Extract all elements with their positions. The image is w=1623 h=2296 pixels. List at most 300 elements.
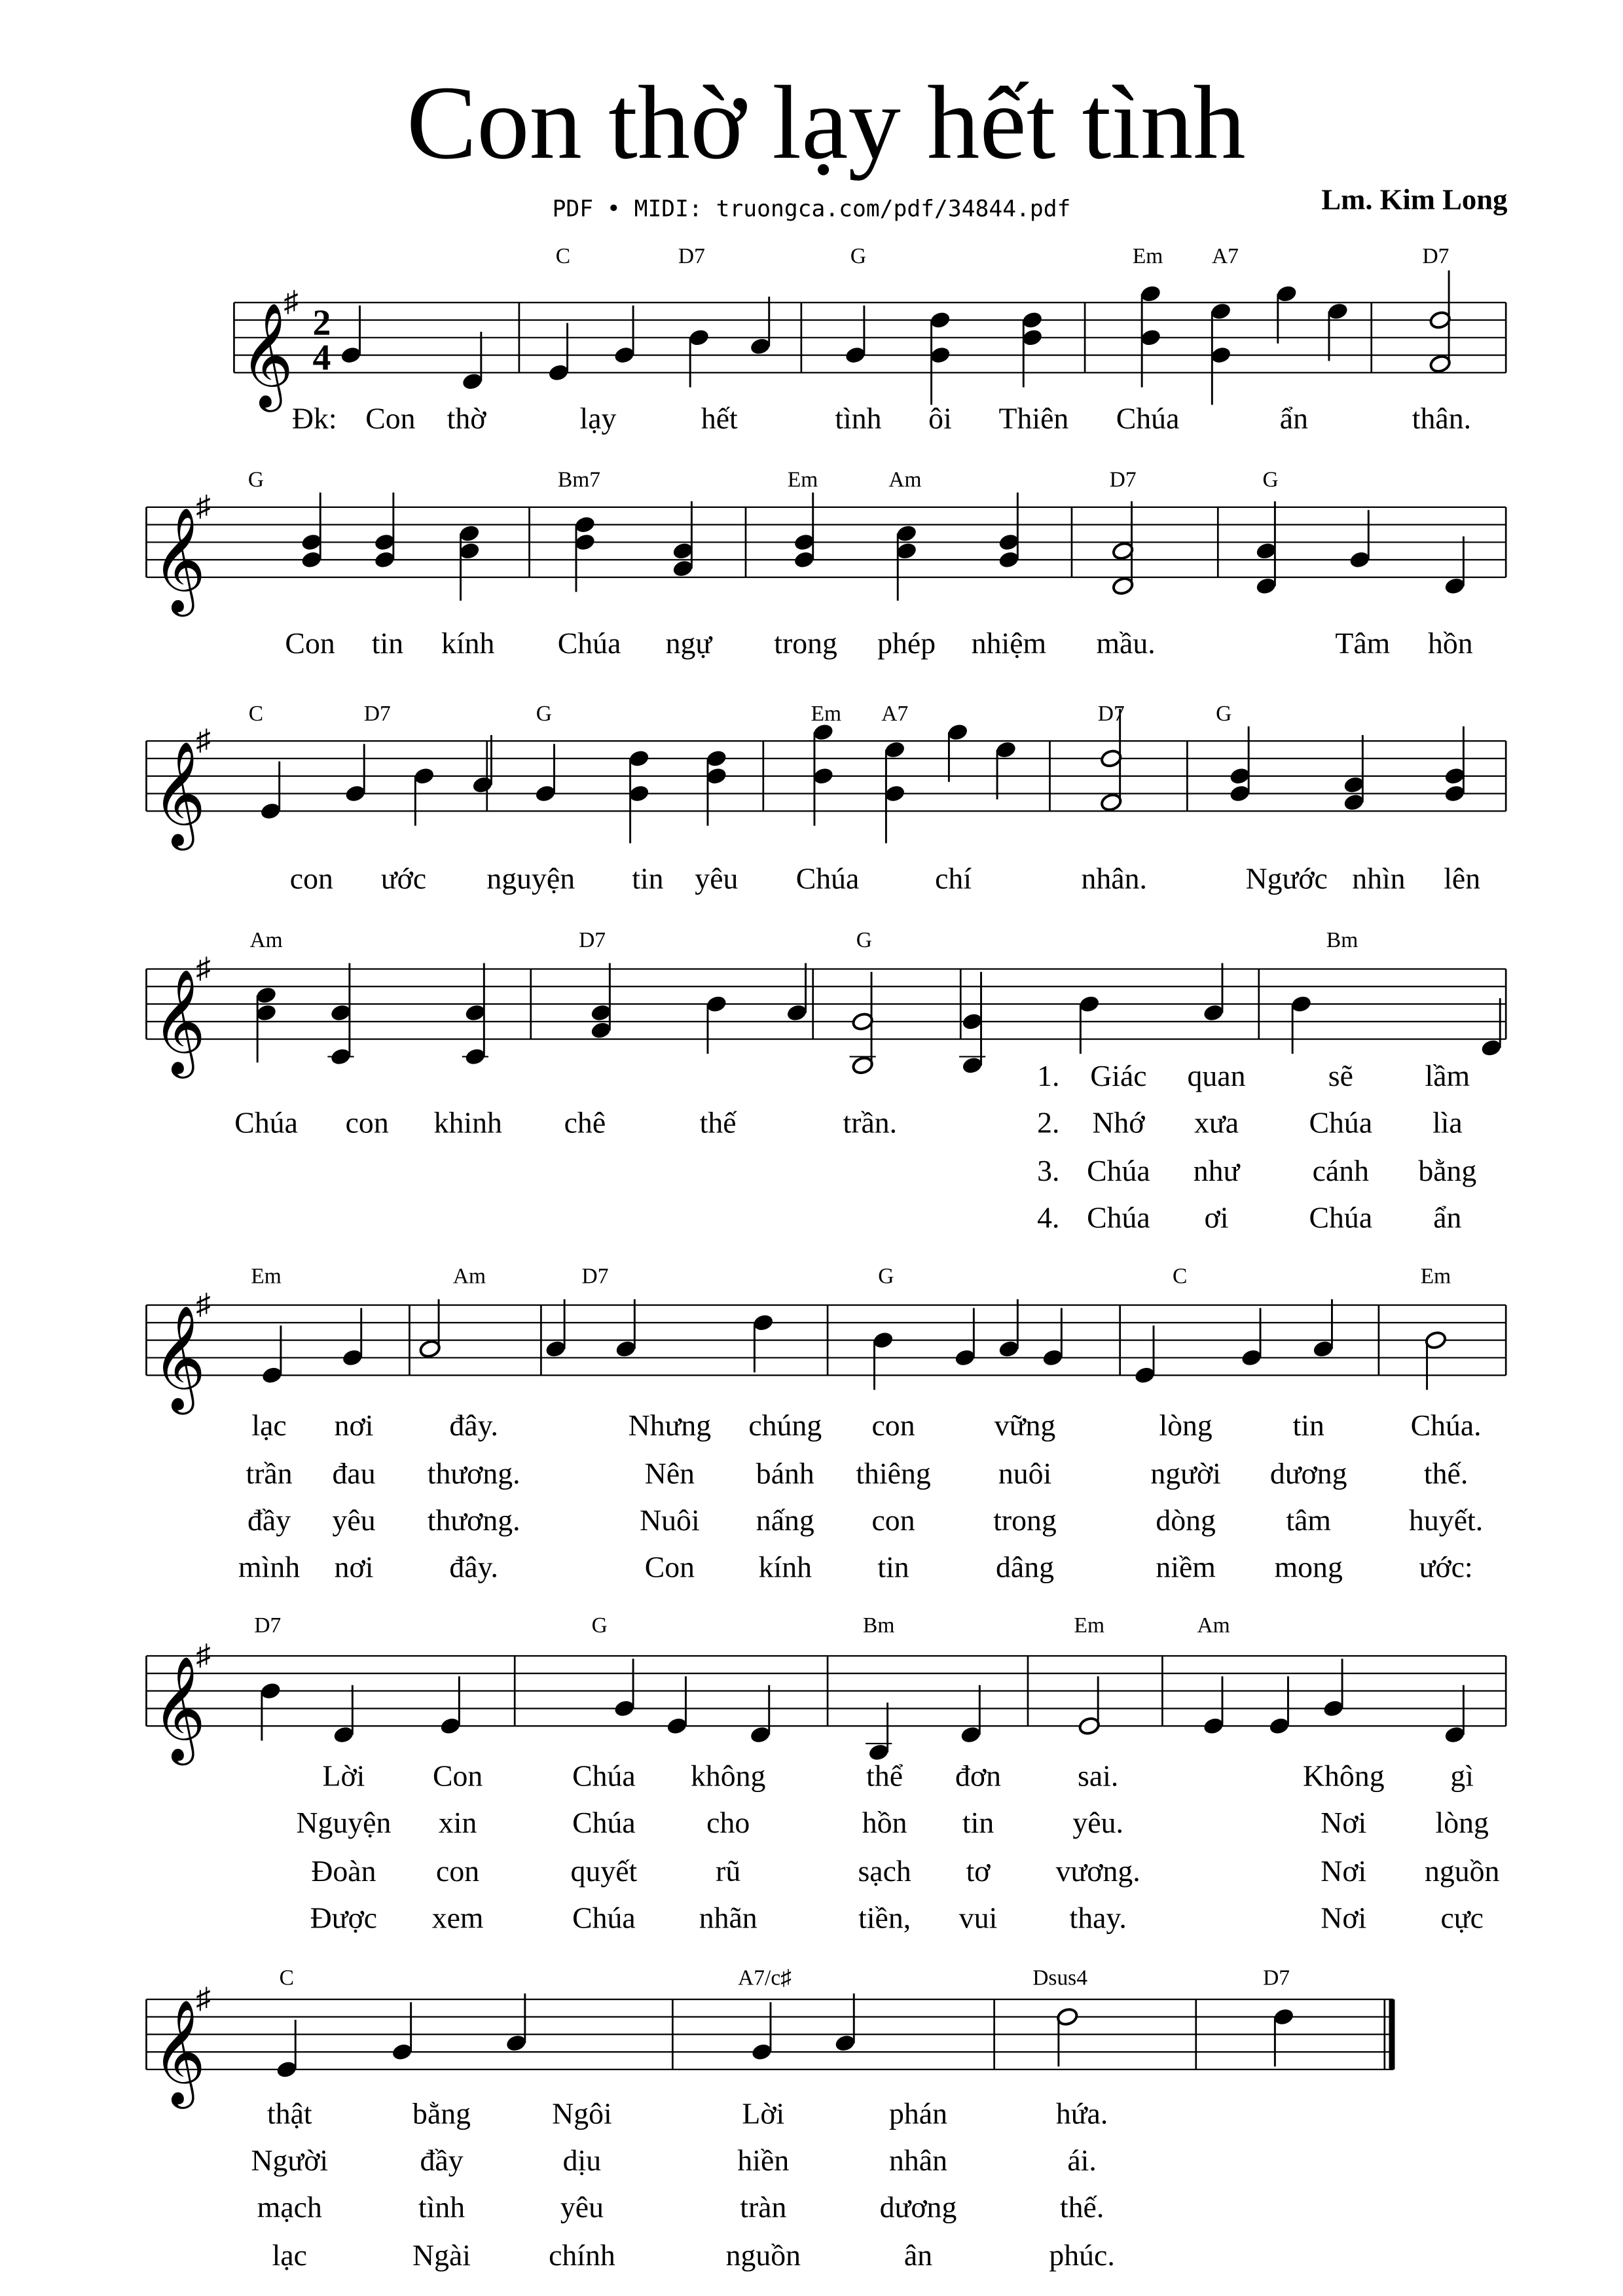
note <box>1326 302 1349 361</box>
chord-symbol: Em <box>251 1264 282 1289</box>
lyric-syllable: tin <box>632 861 664 895</box>
lyric-syllable: thờ <box>447 401 486 435</box>
lyric-syllable: đây. <box>449 1550 498 1584</box>
lyric-syllable: gì <box>1450 1759 1474 1793</box>
lyric-syllable: mầu. <box>1096 626 1156 660</box>
chord-symbol: D7 <box>1422 243 1450 268</box>
lyric-syllable: chí <box>935 861 972 895</box>
note <box>750 2002 773 2062</box>
lyric-syllable: con <box>871 1503 915 1537</box>
lyric-syllable: nhìn <box>1352 861 1406 895</box>
lyric-syllable: ẩn <box>1279 401 1308 435</box>
lyric-syllable: 3. <box>1037 1154 1060 1188</box>
system-3 <box>146 702 1506 895</box>
lyric-syllable: xưa <box>1194 1105 1239 1139</box>
note <box>666 1676 689 1736</box>
chord-symbol: Em <box>1132 243 1163 268</box>
lyric-syllable: lên <box>1444 861 1481 895</box>
lyric-syllable: con <box>289 861 333 895</box>
note <box>812 723 835 826</box>
note <box>1021 310 1044 387</box>
note <box>994 740 1017 799</box>
lyric-syllable: ôi <box>928 401 952 435</box>
lyric-syllable: Nơi <box>1321 1806 1367 1840</box>
note <box>261 1325 283 1385</box>
note <box>1228 726 1251 804</box>
note <box>259 1681 282 1741</box>
lyric-line-1 <box>290 862 1480 895</box>
lyric-syllable: sẽ <box>1328 1059 1353 1093</box>
lyric-syllable: nguyện <box>486 861 575 895</box>
lyric-syllable: cho <box>706 1806 750 1840</box>
chord-symbol: G <box>1262 467 1279 492</box>
lyric-syllable: quan <box>1187 1059 1246 1093</box>
system-5 <box>146 1265 1506 1584</box>
note <box>929 310 952 405</box>
chord-symbol: Bm <box>863 1613 895 1638</box>
note <box>960 1685 983 1745</box>
lyric-line-1 <box>323 1759 1474 1793</box>
lyric-syllable: đau <box>332 1456 376 1490</box>
chord-symbol: D7 <box>581 1264 609 1289</box>
lyric-syllable: kính <box>758 1550 812 1584</box>
note <box>883 740 906 843</box>
note <box>418 1299 441 1359</box>
lyric-syllable: Chúa <box>1087 1200 1150 1234</box>
lyric-syllable: 2. <box>1037 1105 1060 1139</box>
lyric-syllable: Được <box>310 1901 378 1935</box>
note <box>1275 284 1298 344</box>
note <box>462 963 488 1067</box>
lyric-syllable: trần <box>246 1456 293 1490</box>
lyric-syllable: đầy <box>420 2143 464 2177</box>
chord-symbol: Em <box>1074 1613 1105 1638</box>
note <box>1425 1331 1448 1390</box>
note <box>844 306 867 365</box>
note <box>1322 1659 1345 1718</box>
note <box>301 493 323 570</box>
note <box>786 963 809 1023</box>
lyric-syllable: hồn <box>862 1806 907 1840</box>
lyric-syllable: nhân <box>889 2143 947 2177</box>
lyric-syllable: Không <box>1303 1759 1385 1793</box>
note <box>574 515 596 592</box>
lyric-syllable: lìa <box>1432 1105 1463 1139</box>
lyric-syllable: con <box>436 1854 480 1888</box>
note <box>613 1659 636 1718</box>
chord-symbol: Bm <box>1326 927 1359 952</box>
note <box>613 306 636 365</box>
lyric-line-3 <box>1037 1154 1476 1187</box>
note <box>749 296 772 356</box>
chord-symbol: G <box>850 243 867 268</box>
chord-symbol: Em <box>787 467 818 492</box>
lyric-syllable: nguồn <box>725 2238 801 2272</box>
chord-symbol: D7 <box>254 1613 282 1638</box>
lyric-syllable: bằng <box>412 2096 471 2130</box>
lyric-syllable: Chúa <box>572 1759 636 1793</box>
note <box>439 1676 462 1736</box>
lyric-syllable: huyết. <box>1409 1503 1484 1537</box>
lyric-syllable: hiền <box>737 2143 790 2177</box>
note <box>834 1994 857 2053</box>
lyric-syllable: Chúa <box>557 626 621 660</box>
lyric-syllable: Chúa <box>1309 1105 1373 1139</box>
lyric-syllable: thế. <box>1423 1456 1468 1490</box>
treble-clef-icon: 𝄞 <box>152 1308 206 1408</box>
note <box>1240 1308 1263 1368</box>
lyric-syllable: đây. <box>449 1408 498 1442</box>
chord-symbol: G <box>247 467 264 492</box>
key-signature-sharp-icon: ♯ <box>196 723 211 757</box>
lyric-syllable: không <box>691 1759 766 1793</box>
note <box>1078 1676 1101 1736</box>
lyric-syllable: vui <box>958 1901 998 1935</box>
lyric-syllable: lạc <box>272 2238 308 2272</box>
lyric-syllable: ước <box>380 861 427 895</box>
lyric-syllable: dịu <box>562 2143 602 2177</box>
lyric-syllable: bằng <box>1418 1154 1477 1188</box>
song-title: Con thờ lạy hết tình <box>406 64 1246 181</box>
note <box>749 1685 772 1745</box>
lyric-syllable: con <box>345 1105 389 1139</box>
lyric-syllable: phép <box>877 626 936 660</box>
lyric-syllable: Chúa <box>572 1806 636 1840</box>
lyric-syllable: ái. <box>1067 2143 1097 2177</box>
lyric-syllable: Nguyện <box>296 1806 392 1840</box>
key-signature-sharp-icon: ♯ <box>196 951 211 984</box>
note <box>391 2002 414 2062</box>
lyric-syllable: tràn <box>740 2190 787 2224</box>
note <box>1255 501 1278 596</box>
lyric-line-1 <box>1037 1059 1470 1092</box>
key-signature-sharp-icon: ♯ <box>196 490 211 523</box>
lyric-syllable: Chúa <box>1116 401 1180 435</box>
key-signature-sharp-icon: ♯ <box>196 1287 211 1321</box>
chord-symbol: G <box>591 1613 608 1638</box>
note <box>705 994 728 1054</box>
lyric-line-4 <box>238 1550 1473 1583</box>
lyric-syllable: Tâm <box>1335 626 1391 660</box>
note <box>373 493 396 570</box>
lyric-syllable: mong <box>1274 1550 1343 1584</box>
lyric-syllable: dâng <box>996 1550 1054 1584</box>
system-6 <box>146 1613 1506 1934</box>
lyric-syllable: Ngài <box>412 2238 471 2272</box>
lyric-line-4 <box>272 2238 1115 2272</box>
note <box>1444 726 1467 804</box>
chord-symbol: D7 <box>1097 701 1125 726</box>
lyric-syllable: sai. <box>1078 1759 1119 1793</box>
note <box>547 323 570 382</box>
chord-symbol: A7 <box>881 701 909 726</box>
note <box>705 749 728 826</box>
lyric-syllable: tơ <box>966 1854 991 1888</box>
lyric-line-3 <box>311 1854 1499 1888</box>
note <box>505 1994 528 2053</box>
lyric-syllable: thay. <box>1069 1901 1127 1935</box>
lyric-syllable: Nên <box>644 1456 695 1490</box>
lyric-syllable: lạc <box>251 1408 287 1442</box>
note <box>866 1702 892 1762</box>
chord-symbol: Am <box>452 1264 486 1289</box>
lyric-syllable: vương. <box>1055 1854 1140 1888</box>
note <box>1202 1676 1225 1736</box>
note <box>1133 1325 1156 1385</box>
chord-symbol: Am <box>249 927 283 952</box>
lyric-line-1 <box>251 1408 1481 1442</box>
lyric-syllable: niềm <box>1156 1550 1216 1584</box>
lyric-syllable: tin <box>962 1806 994 1840</box>
note <box>1444 537 1467 596</box>
lyric-syllable: nấng <box>756 1503 814 1537</box>
lyric-syllable: dòng <box>1156 1503 1216 1537</box>
lyric-syllable: bánh <box>756 1456 814 1490</box>
lyric-syllable: mình <box>238 1550 301 1584</box>
lyric-syllable: trong <box>774 626 837 660</box>
lyric-syllable: Chúa <box>1087 1154 1150 1188</box>
lyric-syllable: Giác <box>1090 1059 1147 1093</box>
lyric-syllable: thật <box>267 2096 312 2130</box>
lyric-syllable: hết <box>701 401 738 435</box>
lyric-syllable: ẩn <box>1433 1200 1462 1234</box>
lyric-syllable: nhãn <box>699 1901 757 1935</box>
note <box>946 723 969 782</box>
note <box>276 2020 299 2079</box>
lyric-syllable: như <box>1193 1154 1240 1188</box>
lyric-syllable: lạy <box>579 401 617 435</box>
chord-symbol: A7 <box>1211 243 1239 268</box>
note <box>959 972 985 1075</box>
note <box>327 963 354 1067</box>
note <box>1343 735 1366 812</box>
lyric-syllable: 4. <box>1037 1200 1060 1234</box>
chord-symbol: C <box>248 701 264 726</box>
note <box>259 761 282 821</box>
lyric-syllable: Chúa <box>1309 1200 1373 1234</box>
lyric-syllable: ước: <box>1419 1550 1473 1584</box>
note <box>615 1299 638 1359</box>
lyric-syllable: Con <box>644 1550 695 1584</box>
chord-symbol: D7 <box>579 927 606 952</box>
note <box>461 332 484 391</box>
chord-symbol: C <box>555 243 571 268</box>
note <box>340 306 363 365</box>
chord-symbol: Bm7 <box>557 467 601 492</box>
lyric-syllable: yêu <box>695 861 739 895</box>
lyric-syllable: cực <box>1440 1901 1484 1935</box>
lyric-syllable: sạch <box>858 1854 911 1888</box>
lyric-syllable: trần. <box>843 1105 898 1139</box>
chord-symbol: Em <box>811 701 842 726</box>
lyric-syllable: con <box>871 1408 915 1442</box>
note <box>687 328 710 387</box>
lyric-line-4 <box>1037 1201 1461 1234</box>
lyric-line-3 <box>257 2190 1104 2223</box>
chord-symbol: G <box>1216 701 1232 726</box>
chord-symbol: G <box>536 701 552 726</box>
lyric-syllable: Chúa <box>572 1901 636 1935</box>
lyric-syllable: thân. <box>1412 401 1472 435</box>
system-4 <box>146 928 1506 1234</box>
note <box>850 972 876 1075</box>
lyric-line-1 <box>292 401 1471 435</box>
lyric-line-2 <box>234 1106 1462 1139</box>
composer: Lm. Kim Long <box>1321 183 1508 216</box>
note <box>1139 284 1162 387</box>
note <box>471 735 494 795</box>
lyric-syllable: ngự <box>665 626 712 660</box>
lyric-syllable: tình <box>835 401 882 435</box>
lyric-syllable: xin <box>438 1806 477 1840</box>
lyric-syllable: Nhưng <box>628 1408 712 1442</box>
lyric-syllable: phán <box>889 2096 947 2130</box>
lyric-syllable: Nuôi <box>640 1503 700 1537</box>
note <box>590 963 613 1041</box>
chord-symbol: C <box>1173 1264 1188 1289</box>
chord-symbol: Am <box>1197 1613 1230 1638</box>
time-signature-top: 2 <box>312 302 331 344</box>
note <box>998 1299 1021 1359</box>
lyric-syllable: phúc. <box>1049 2238 1115 2272</box>
chord-symbol: A7/c♯ <box>738 1965 792 1990</box>
lyric-syllable: Ngước <box>1245 861 1328 895</box>
treble-clef-icon: 𝄞 <box>152 510 206 611</box>
lyric-syllable: nơi <box>334 1408 374 1442</box>
lyric-syllable: chúng <box>748 1408 822 1442</box>
lyric-syllable: ơi <box>1204 1200 1229 1234</box>
lyric-syllable: hứa. <box>1055 2096 1108 2130</box>
final-barline <box>1389 2000 1395 2070</box>
note <box>1349 510 1372 569</box>
lyric-syllable: tin <box>1292 1408 1324 1442</box>
note <box>458 524 481 601</box>
lyric-syllable: thể <box>866 1759 903 1793</box>
lyric-syllable: Ngôi <box>552 2096 612 2130</box>
lyric-syllable: Lời <box>742 2096 785 2130</box>
lyric-syllable: nơi <box>334 1550 374 1584</box>
note <box>1429 270 1451 374</box>
chord-symbol: Dsus4 <box>1032 1965 1087 1990</box>
note <box>341 1308 364 1368</box>
note <box>1272 2007 1295 2066</box>
lyric-syllable: Nơi <box>1321 1901 1367 1935</box>
lyric-syllable: ân <box>903 2238 933 2272</box>
note <box>344 744 367 804</box>
treble-clef-icon: 𝄞 <box>152 1659 206 1759</box>
lyric-syllable: yêu <box>332 1503 376 1537</box>
lyric-syllable: Đoàn <box>311 1854 376 1888</box>
note <box>1112 501 1135 596</box>
lyric-syllable: yêu. <box>1072 1806 1123 1840</box>
chord-symbol: D7 <box>678 243 705 268</box>
note <box>793 493 816 570</box>
lyric-syllable: Chúa <box>795 861 860 895</box>
note <box>672 501 695 579</box>
note <box>1209 302 1232 405</box>
note <box>1042 1308 1065 1368</box>
lyric-syllable: tâm <box>1286 1503 1332 1537</box>
note <box>1078 994 1101 1054</box>
lyric-syllable: cánh <box>1312 1154 1370 1188</box>
note <box>412 766 435 826</box>
note <box>333 1685 356 1745</box>
lyric-syllable: Chúa. <box>1410 1408 1482 1442</box>
chord-symbol: G <box>878 1264 894 1289</box>
treble-clef-icon: 𝄞 <box>152 744 206 844</box>
note <box>534 744 557 804</box>
lyric-syllable: Chúa <box>234 1105 298 1139</box>
lyric-syllable: nhiệm <box>971 626 1047 660</box>
lyric-syllable: yêu <box>560 2190 604 2224</box>
lyric-syllable: khinh <box>433 1105 502 1139</box>
note <box>255 986 278 1063</box>
lyric-syllable: thương. <box>427 1503 520 1537</box>
lyric-syllable: chính <box>549 2238 615 2272</box>
key-signature-sharp-icon: ♯ <box>196 1638 211 1672</box>
key-signature-sharp-icon: ♯ <box>196 1982 211 2015</box>
lyric-syllable: tiền, <box>858 1901 911 1935</box>
lyric-syllable: Thiên <box>998 401 1069 435</box>
note <box>1056 2007 1079 2066</box>
lyric-syllable: Con <box>285 626 335 660</box>
chord-symbol: C <box>279 1965 295 1990</box>
lyric-syllable: 1. <box>1037 1059 1060 1093</box>
note <box>998 493 1021 570</box>
lyric-syllable: dương <box>879 2190 957 2224</box>
lyric-syllable: quyết <box>570 1854 638 1888</box>
chord-symbol: D7 <box>1263 1965 1290 1990</box>
source-link[interactable]: PDF • MIDI: truongca.com/pdf/34844.pdf <box>552 196 1071 223</box>
lyric-syllable: Người <box>251 2143 329 2177</box>
system-1 <box>234 244 1506 435</box>
lyric-syllable: đơn <box>955 1759 1002 1793</box>
note <box>872 1331 895 1390</box>
note <box>752 1313 775 1372</box>
note <box>1268 1676 1291 1736</box>
note <box>628 749 651 844</box>
key-signature-sharp-icon: ♯ <box>283 285 299 318</box>
lyric-syllable: người <box>1150 1456 1221 1490</box>
lyric-syllable: mạch <box>257 2190 322 2224</box>
lyric-syllable: thiêng <box>856 1456 931 1490</box>
treble-clef-icon: 𝄞 <box>152 971 206 1072</box>
lyric-syllable: Đk: <box>291 401 337 435</box>
lyric-syllable: thương. <box>427 1456 520 1490</box>
lyric-syllable: kính <box>441 626 495 660</box>
treble-clef-icon: 𝄞 <box>152 2001 206 2102</box>
note <box>1290 994 1313 1054</box>
lyric-syllable: nhân. <box>1081 861 1147 895</box>
lyric-syllable: vững <box>994 1408 1056 1442</box>
note <box>1480 998 1503 1058</box>
note <box>1444 1685 1467 1745</box>
lyric-syllable: đầy <box>247 1503 291 1537</box>
system-2 <box>146 468 1506 660</box>
lyric-syllable: xem <box>431 1901 484 1935</box>
lyric-syllable: chê <box>564 1105 606 1139</box>
lyric-line-1 <box>285 626 1472 660</box>
lyric-syllable: lòng <box>1435 1806 1489 1840</box>
lyric-line-4 <box>310 1901 1484 1934</box>
chord-symbol: G <box>856 927 872 952</box>
lyric-syllable: Nơi <box>1321 1854 1367 1888</box>
lyric-line-2 <box>251 2144 1097 2177</box>
lyric-syllable: Nhớ <box>1092 1105 1145 1139</box>
lyric-syllable: lòng <box>1159 1408 1213 1442</box>
lyric-syllable: tình <box>418 2190 465 2224</box>
chord-symbol: Em <box>1420 1264 1451 1289</box>
